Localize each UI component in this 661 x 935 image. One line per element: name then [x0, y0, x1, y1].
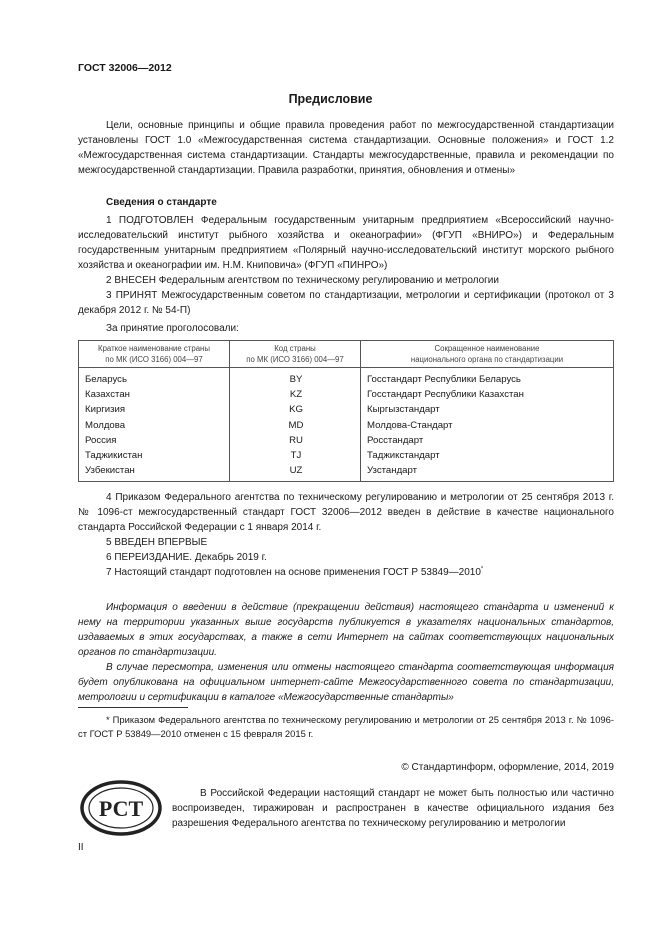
document-code-header: ГОСТ 32006—2012 — [78, 62, 172, 74]
header-country-code: Код страны по МК (ИСО 3166) 004—97 — [230, 341, 361, 368]
item-4-enacted: 4 Приказом Федерального агентства по техническому регулированию и метрологии от 25 сентября 2013 г. № 1096-ст межгосударственный стандарт ГОСТ 32006—2012 введен в действие в качестве национального стандарта Российской Федерации с 1 января 2014 г. — [78, 492, 614, 533]
table-row — [79, 387, 614, 402]
country-name: Казахстан — [79, 387, 230, 402]
notice-paragraph-info: Информация о введении в действие (прекращении действия) настоящего стандарта и изменений к нему на территории указанных выше государств публикуется в указателях национальных стандартов, издаваемых в этих государствах, а также в сети Интернет на сайтах соответствующих национальных органов по стандартизации. — [78, 602, 614, 658]
item-6-reissue: 6 ПЕРЕИЗДАНИЕ. Декабрь 2019 г. — [106, 552, 267, 563]
standards-body: Госстандарт Республики Беларусь — [361, 368, 614, 388]
voting-table — [78, 340, 614, 482]
header-country-name: Краткое наименование страны по МК (ИСО 3166) 004—97 — [79, 341, 230, 368]
table-row — [79, 448, 614, 463]
header-standards-body: Сокращенное наименование национального органа по стандартизации — [361, 341, 614, 368]
item-5-first-introduced: 5 ВВЕДЕН ВПЕРВЫЕ — [106, 537, 208, 548]
country-name: Россия — [79, 433, 230, 448]
country-name: Беларусь — [79, 368, 230, 388]
copyright: © Стандартинформ, оформление, 2014, 2019 — [401, 762, 614, 773]
table-row — [79, 464, 614, 482]
country-code: RU — [230, 433, 361, 448]
table-row — [79, 368, 614, 388]
country-name: Молдова — [79, 418, 230, 433]
about-standard-heading: Сведения о стандарте — [106, 197, 217, 208]
country-name: Таджикистан — [79, 448, 230, 463]
country-code: MD — [230, 418, 361, 433]
footnote-marker: * — [480, 566, 484, 573]
footnote-text: Приказом Федерального агентства по техническому регулированию и метрологии от 25 сентября 2013 г. № 1096-ст ГОСТ Р 53849—2010 отменен с 15 февраля 2015 г. — [78, 714, 614, 739]
standards-body: Узстандарт — [361, 464, 614, 482]
standards-body: Кыргызстандарт — [361, 403, 614, 418]
standards-body: Молдова-Стандарт — [361, 418, 614, 433]
country-name: Киргизия — [79, 403, 230, 418]
table-row — [79, 418, 614, 433]
footnote-mark: * — [106, 714, 110, 725]
voting-table-header — [79, 341, 614, 368]
enactment-items — [78, 490, 614, 580]
item-7-basis: 7 Настоящий стандарт подготовлен на основе применения ГОСТ Р 53849—2010* — [106, 566, 484, 578]
about-standard-items — [78, 213, 614, 318]
country-code: BY — [230, 368, 361, 388]
standards-body: Таджикстандарт — [361, 448, 614, 463]
notice-paragraph-revision: В случае пересмотра, изменения или отмены настоящего стандарта соответствующая информация будет опубликована на официальном интернет-сайте Межгосударственного совета по стандартизации, метрологии и сертификации в каталоге «Межгосударственные стандарты» — [78, 662, 614, 703]
section-title: Предисловие — [288, 92, 373, 106]
country-name: Узбекистан — [79, 464, 230, 482]
country-code: KZ — [230, 387, 361, 402]
footnote — [78, 713, 614, 741]
logo-text: РСТ — [98, 796, 144, 821]
country-code: TJ — [230, 448, 361, 463]
table-row — [79, 403, 614, 418]
item-3-adopted: 3 ПРИНЯТ Межгосударственным советом по стандартизации, метрологии и сертификации (протокол от 3 декабря 2012 г. № 54-П) — [78, 290, 614, 316]
vote-caption: За принятие проголосовали: — [106, 323, 239, 334]
rst-logo-icon — [80, 780, 162, 836]
footnote-divider — [78, 707, 188, 708]
standards-body: Росстандарт — [361, 433, 614, 448]
page-number: II — [78, 842, 84, 853]
table-row — [79, 433, 614, 448]
intro-paragraph: Цели, основные принципы и общие правила проведения работ по межгосударственной стандартизации установлены ГОСТ 1.0 «Межгосударственная система стандартизации. Основные положения» и ГОСТ 1.2 «Межгосударственная система стандартизации. Стандарты межгосударственные, правила и рекомендации по межгосударственной стандартизации. Правила разработки, принятия, обновления и отмены» — [78, 120, 614, 176]
country-code: KG — [230, 403, 361, 418]
country-code: UZ — [230, 464, 361, 482]
copyright-legal-notice: В Российской Федерации настоящий стандарт не может быть полностью или частично воспроизведен, тиражирован и распространен в качестве официального издания без разрешения Федерального агентства по техническому регулированию и метрологии — [172, 788, 614, 829]
standards-body: Госстандарт Республики Казахстан — [361, 387, 614, 402]
item-2-submitted: 2 ВНЕСЕН Федеральным агентством по техническому регулированию и метрологии — [106, 275, 499, 286]
notice-block — [78, 600, 614, 705]
item-1-prepared: 1 ПОДГОТОВЛЕН Федеральным государственным унитарным предприятием «Всероссийский научно-исследовательский институт рыбного хозяйства и океанографии» (ФГУП «ВНИРО») и Федеральным государственным унитарным предприятием «Полярный научно-исследовательский институт морского рыбного хозяйства и океанографии им. Н.М. Книповича» (ФГУП «ПИНРО») — [78, 215, 614, 271]
